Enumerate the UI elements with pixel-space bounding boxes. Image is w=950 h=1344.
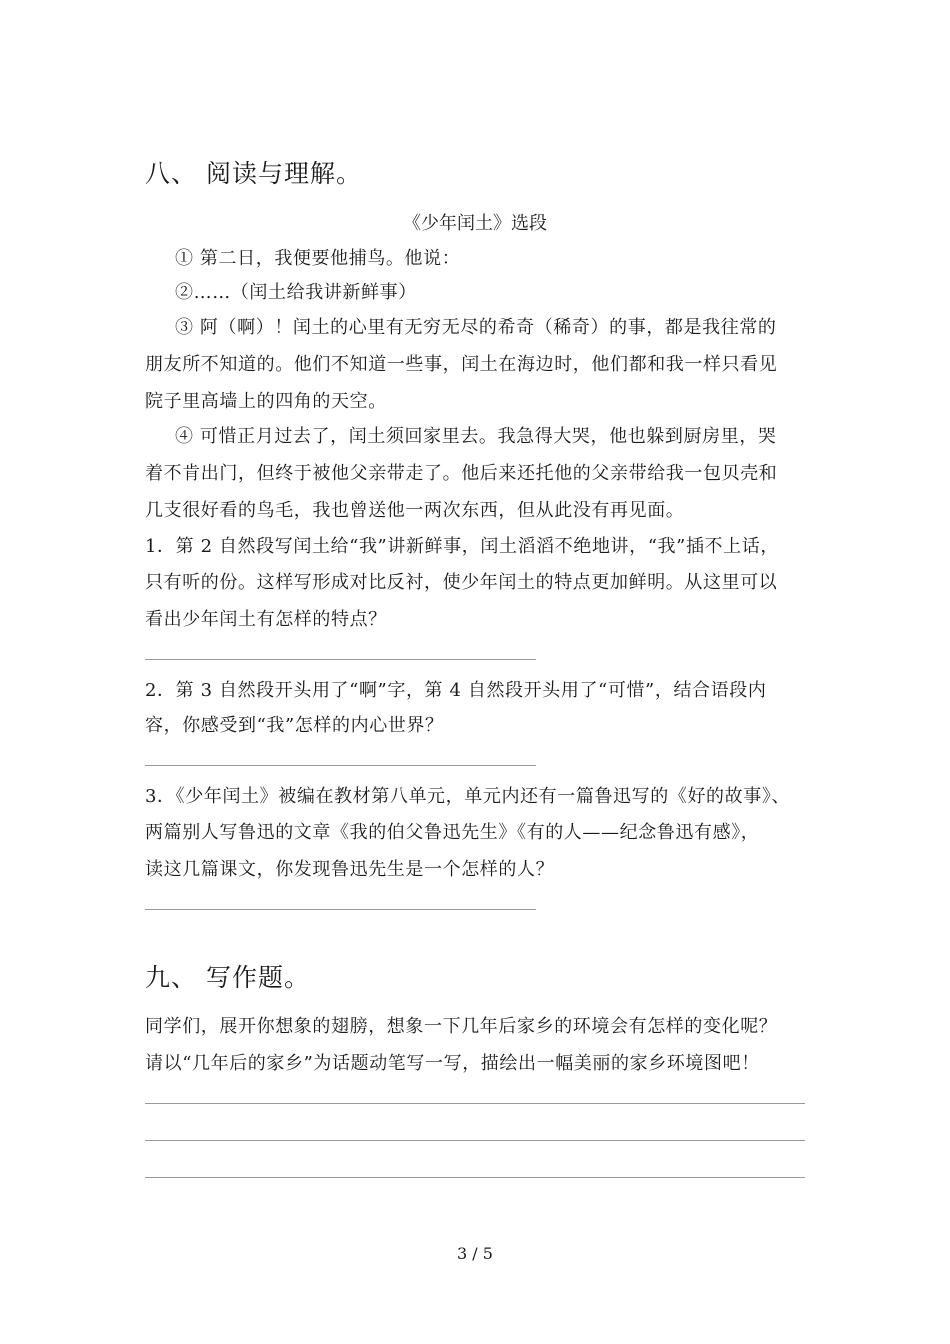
- answer-line-1[interactable]: [145, 659, 536, 660]
- writing-line-3[interactable]: [145, 1177, 805, 1178]
- passage-line: ③ 阿（啊）！闰土的心里有无穷无尽的希奇（稀奇）的事，都是我往常的: [175, 317, 777, 338]
- passage-line: ②……（闰土给我讲新鲜事）: [175, 282, 417, 303]
- passage-title: 《少年闰土》选段: [403, 213, 547, 234]
- writing-prompt-line: 同学们，展开你想象的翅膀，想象一下几年后家乡的环境会有怎样的变化呢？: [145, 1016, 778, 1037]
- question-1-line: 1．第 2 自然段写闰土给“我”讲新鲜事，闰土滔滔不绝地讲，“我”插不上话，: [145, 536, 779, 557]
- question-2-line: 容，你感受到“我”怎样的内心世界？: [145, 715, 444, 736]
- passage-line: 着不肯出门，但终于被他父亲带走了。他后来还托他的父亲带给我一包贝壳和: [145, 463, 778, 484]
- writing-prompt-line: 请以“几年后的家乡”为话题动笔写一写，描绘出一幅美丽的家乡环境图吧！: [145, 1053, 760, 1074]
- question-1-line: 看出少年闰土有怎样的特点？: [145, 609, 387, 630]
- passage-line: 院子里高墙上的四角的天空。: [145, 391, 387, 412]
- answer-line-2[interactable]: [145, 765, 536, 766]
- passage-line: 几支很好看的鸟毛，我也曾送他一两次东西，但从此没有再见面。: [145, 500, 685, 521]
- answer-line-3[interactable]: [145, 909, 536, 910]
- section-8-heading: 八、 阅读与理解。: [145, 159, 362, 188]
- page-number: 3 / 5: [457, 1244, 493, 1263]
- question-3-line: 两篇别人写鲁迅的文章《我的伯父鲁迅先生》《有的人——纪念鲁迅有感》，: [145, 822, 760, 843]
- section-9-heading: 九、 写作题。: [145, 963, 310, 992]
- passage-line: ④ 可惜正月过去了，闰土须回家里去。我急得大哭，他也躲到厨房里，哭: [175, 426, 777, 447]
- passage-line: 朋友所不知道的。他们不知道一些事，闰土在海边时，他们都和我一样只看见: [145, 354, 778, 375]
- writing-line-2[interactable]: [145, 1140, 805, 1141]
- passage-line: ① 第二日，我便要他捕鸟。他说：: [175, 248, 461, 269]
- writing-line-1[interactable]: [145, 1103, 805, 1104]
- question-1-line: 只有听的份。这样写形成对比反衬，使少年闰土的特点更加鲜明。从这里可以: [145, 572, 778, 593]
- question-2-line: 2．第 3 自然段开头用了“啊”字，第 4 自然段开头用了“可惜”，结合语段内: [145, 680, 767, 701]
- question-3-line: 3．《少年闰土》被编在教材第八单元，单元内还有一篇鲁迅写的《好的故事》、: [145, 786, 791, 807]
- question-3-line: 读这几篇课文，你发现鲁迅先生是一个怎样的人？: [145, 859, 555, 880]
